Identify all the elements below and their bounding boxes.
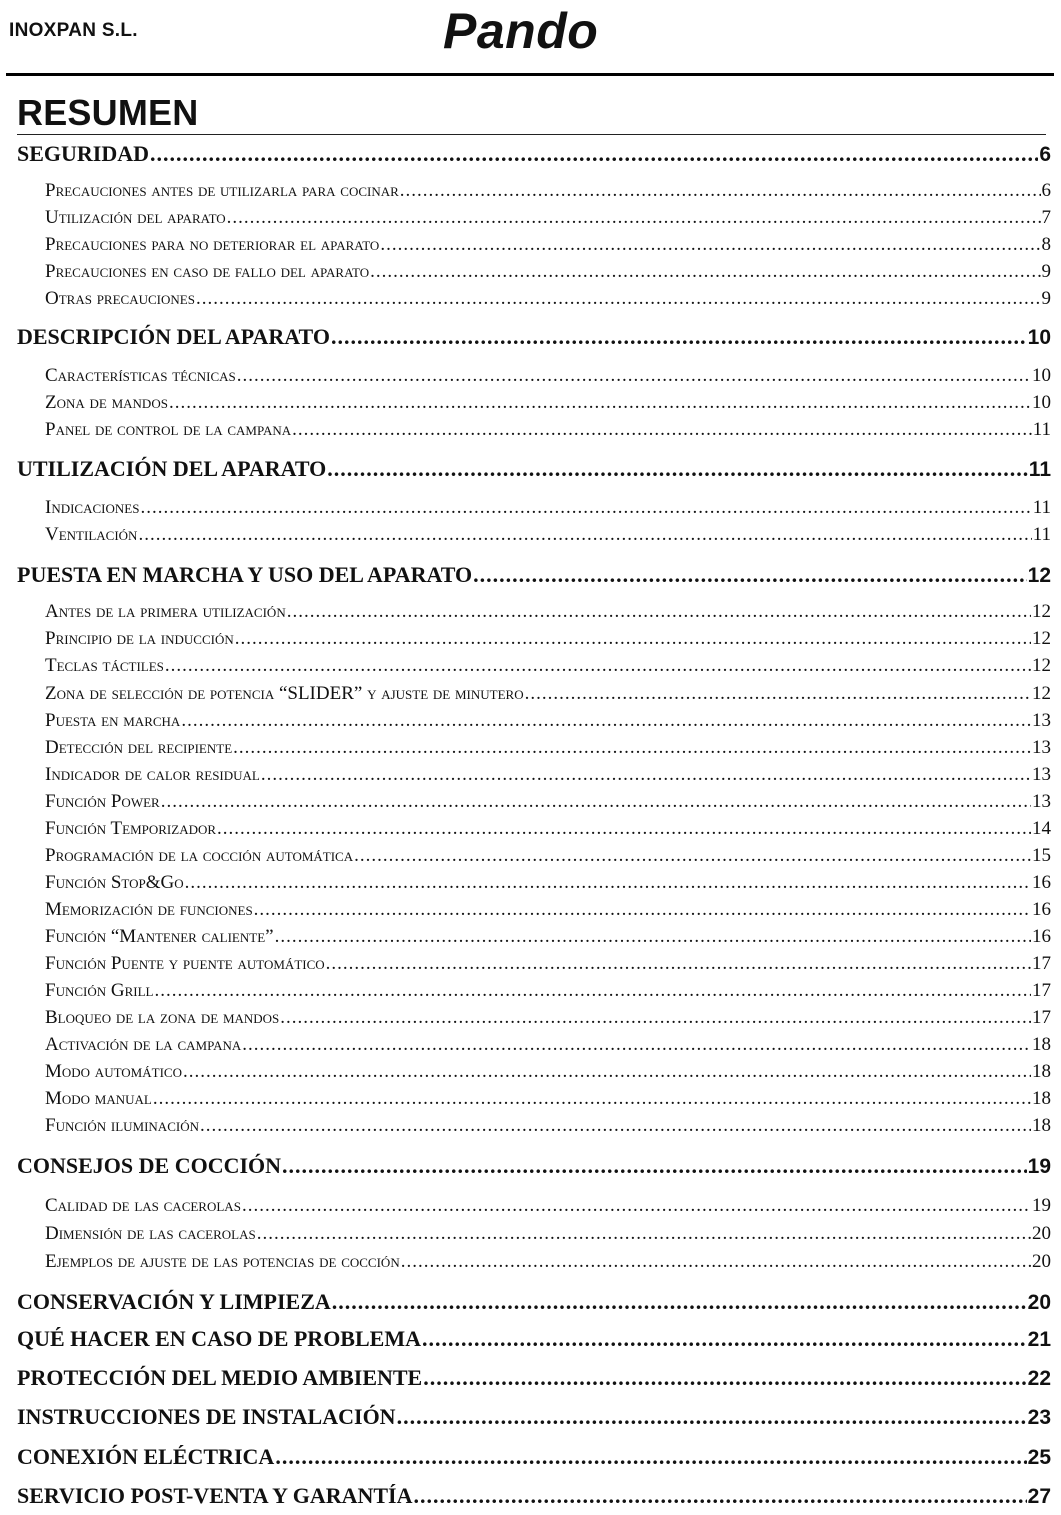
toc-section-entry[interactable] [17,1483,1051,1509]
toc-dot-leader [257,1223,1031,1245]
toc-entry-page-number: 25 [1027,1446,1051,1469]
toc-entry-page-number: 17 [1032,953,1051,974]
toc-entry-label: PUESTA EN MARCHA Y USO DEL APARATO [17,562,473,587]
toc-entry-label: UTILIZACIÓN DEL APARATO [17,456,327,481]
toc-dot-leader [254,899,1031,921]
toc-subsection-entry[interactable] [45,953,1051,975]
toc-entry-label: PROTECCIÓN DEL MEDIO AMBIENTE [17,1365,423,1390]
toc-subsection-entry[interactable] [45,764,1051,786]
toc-entry-label: Antes de la primera utilización [45,601,286,622]
toc-entry-page-number: 12 [1032,601,1051,622]
toc-entry-page-number: 16 [1032,872,1051,893]
toc-entry-label: Calidad de las cacerolas [45,1195,241,1216]
toc-entry-label: Utilización del aparato [45,207,226,228]
toc-subsection-entry[interactable] [45,1195,1051,1217]
toc-dot-leader [401,1251,1031,1273]
title-divider [17,134,1046,135]
toc-entry-label: Bloqueo de la zona de mandos [45,1007,280,1028]
toc-section-entry[interactable] [17,562,1051,588]
toc-entry-page-number: 12 [1032,683,1051,704]
toc-dot-leader [200,1115,1031,1137]
toc-entry-page-number: 20 [1032,1251,1051,1272]
toc-entry-page-number: 18 [1032,1034,1051,1055]
toc-dot-leader [154,980,1031,1002]
toc-entry-page-number: 11 [1032,497,1051,518]
toc-dot-leader [242,1034,1031,1056]
toc-dot-leader [380,234,1040,256]
toc-section-entry[interactable] [17,1444,1051,1470]
toc-entry-page-number: 11 [1032,419,1051,440]
toc-subsection-entry[interactable] [45,818,1051,840]
toc-entry-label: Otras precauciones [45,288,195,309]
toc-entry-page-number: 13 [1032,737,1051,758]
toc-dot-leader [525,683,1031,705]
toc-entry-label: Indicador de calor residual [45,764,260,785]
toc-entry-page-number: 16 [1032,899,1051,920]
toc-subsection-entry[interactable] [45,288,1051,310]
toc-dot-leader [326,953,1031,975]
page-header [0,0,1061,80]
toc-entry-label: Función iluminación [45,1115,199,1136]
toc-dot-leader [181,710,1031,732]
toc-entry-label: Detección del recipiente [45,737,233,758]
toc-dot-leader [169,392,1031,414]
toc-entry-label: Modo manual [45,1088,152,1109]
toc-dot-leader [354,845,1031,867]
toc-dot-leader [275,1444,1026,1470]
toc-subsection-entry[interactable] [45,234,1051,256]
toc-subsection-entry[interactable] [45,261,1051,283]
toc-entry-page-number: 7 [1041,207,1051,228]
toc-dot-leader [282,1153,1027,1179]
toc-entry-label: Puesta en marcha [45,710,181,731]
toc-entry-page-number: 27 [1027,1485,1051,1508]
toc-entry-page-number: 17 [1032,980,1051,1001]
toc-subsection-entry[interactable] [45,926,1051,948]
toc-entry-label: CONEXIÓN ELÉCTRICA [17,1444,275,1469]
toc-entry-page-number: 18 [1032,1061,1051,1082]
toc-dot-leader [196,288,1041,310]
toc-entry-label: Función Puente y puente automático [45,953,325,974]
toc-dot-leader [292,419,1032,441]
toc-entry-label: Indicaciones [45,497,140,518]
toc-subsection-entry[interactable] [45,497,1051,519]
toc-section-entry[interactable] [17,324,1051,350]
toc-section-entry[interactable] [17,456,1051,482]
toc-entry-page-number: 18 [1032,1088,1051,1109]
toc-dot-leader [185,872,1031,894]
toc-section-entry[interactable] [17,141,1051,167]
toc-entry-label: SERVICIO POST-VENTA Y GARANTÍA [17,1483,413,1508]
toc-entry-page-number: 14 [1032,818,1051,839]
toc-entry-label: Zona de mandos [45,392,168,413]
toc-entry-label: Programación de la cocción automática [45,845,354,866]
toc-entry-page-number: 9 [1041,288,1051,309]
toc-entry-page-number: 20 [1032,1223,1051,1244]
toc-entry-page-number: 18 [1032,1115,1051,1136]
toc-section-entry[interactable] [17,1404,1051,1430]
toc-entry-page-number: 10 [1032,392,1051,413]
toc-entry-label: Precauciones para no deteriorar el aparato [45,234,380,255]
toc-subsection-entry[interactable] [45,655,1051,677]
toc-entry-label: Principio de la inducción [45,628,234,649]
toc-dot-leader [261,764,1031,786]
toc-entry-page-number: 10 [1032,365,1051,386]
toc-entry-label: Zona de selección de potencia “SLIDER” y ajuste de minutero [45,683,524,704]
toc-entry-label: Función “Mantener caliente” [45,926,274,947]
toc-dot-leader [227,207,1041,229]
company-name: INOXPAN S.L. [9,20,138,41]
toc-subsection-entry[interactable] [45,683,1051,705]
toc-entry-page-number: 13 [1032,791,1051,812]
toc-entry-page-number: 21 [1027,1328,1051,1351]
toc-dot-leader [217,818,1031,840]
toc-subsection-entry[interactable] [45,365,1051,387]
toc-entry-label: Ventilación [45,524,138,545]
toc-dot-leader [327,456,1028,482]
toc-subsection-entry[interactable] [45,791,1051,813]
toc-subsection-entry[interactable] [45,1251,1051,1273]
toc-entry-label: CONSERVACIÓN Y LIMPIEZA [17,1289,331,1314]
toc-dot-leader [233,737,1031,759]
toc-entry-label: Modo automático [45,1061,182,1082]
toc-subsection-entry[interactable] [45,180,1051,202]
toc-entry-label: INSTRUCCIONES DE INSTALACIÓN [17,1404,396,1429]
toc-subsection-entry[interactable] [45,899,1051,921]
toc-dot-leader [140,497,1031,519]
toc-subsection-entry[interactable] [45,1034,1051,1056]
toc-entry-page-number: 13 [1032,764,1051,785]
toc-entry-label: Función Grill [45,980,154,1001]
toc-dot-leader [235,628,1031,650]
toc-dot-leader [422,1326,1027,1352]
toc-subsection-entry[interactable] [45,207,1051,229]
toc-dot-leader [183,1061,1031,1083]
toc-subsection-entry[interactable] [45,737,1051,759]
toc-dot-leader [400,180,1041,202]
toc-entry-label: Función Power [45,791,160,812]
toc-dot-leader [331,324,1027,350]
toc-dot-leader [275,926,1031,948]
toc-subsection-entry[interactable] [45,710,1051,732]
toc-entry-page-number: 13 [1032,710,1051,731]
toc-entry-label: Ejemplos de ajuste de las potencias de cocción [45,1251,400,1272]
toc-dot-leader [414,1483,1027,1509]
brand-logo: Pando [443,3,599,59]
toc-entry-page-number: 12 [1027,564,1051,587]
toc-entry-page-number: 23 [1027,1406,1051,1429]
toc-dot-leader [150,141,1038,167]
toc-entry-page-number: 15 [1032,845,1051,866]
toc-entry-page-number: 6 [1041,180,1051,201]
toc-section-entry[interactable] [17,1153,1051,1179]
toc-entry-label: Características técnicas [45,365,236,386]
toc-dot-leader [138,524,1031,546]
toc-entry-page-number: 19 [1032,1195,1051,1216]
toc-entry-page-number: 11 [1028,458,1051,481]
toc-dot-leader [332,1289,1027,1315]
toc-entry-page-number: 6 [1039,143,1051,166]
toc-subsection-entry[interactable] [45,1061,1051,1083]
toc-entry-page-number: 19 [1027,1155,1051,1178]
toc-subsection-entry[interactable] [45,628,1051,650]
toc-entry-label: Función Temporizador [45,818,217,839]
toc-entry-page-number: 11 [1032,524,1051,545]
toc-section-entry[interactable] [17,1326,1051,1352]
toc-subsection-entry[interactable] [45,524,1051,546]
toc-dot-leader [287,601,1031,623]
page-title: RESUMEN [17,92,199,133]
toc-entry-label: Memorización de funciones [45,899,253,920]
toc-dot-leader [370,261,1040,283]
toc-subsection-entry[interactable] [45,419,1051,441]
toc-entry-page-number: 22 [1027,1367,1051,1390]
toc-entry-page-number: 10 [1027,326,1051,349]
toc-subsection-entry[interactable] [45,845,1051,867]
toc-subsection-entry[interactable] [45,872,1051,894]
header-divider [6,73,1054,76]
toc-entry-page-number: 12 [1032,655,1051,676]
toc-entry-label: SEGURIDAD [17,141,150,166]
toc-entry-label: Panel de control de la campana [45,419,292,440]
toc-subsection-entry[interactable] [45,1007,1051,1029]
toc-entry-label: Precauciones antes de utilizarla para cocinar [45,180,399,201]
toc-entry-page-number: 17 [1032,1007,1051,1028]
toc-entry-page-number: 12 [1032,628,1051,649]
toc-section-entry[interactable] [17,1289,1051,1315]
toc-entry-label: CONSEJOS DE COCCIÓN [17,1153,282,1178]
toc-entry-page-number: 20 [1027,1291,1051,1314]
toc-subsection-entry[interactable] [45,1088,1051,1110]
toc-entry-label: Dimensión de las cacerolas [45,1223,256,1244]
toc-entry-label: Precauciones en caso de fallo del aparato [45,261,370,282]
toc-dot-leader [165,655,1031,677]
toc-dot-leader [237,365,1031,387]
toc-subsection-entry[interactable] [45,601,1051,623]
toc-entry-label: Teclas táctiles [45,655,164,676]
toc-dot-leader [280,1007,1031,1029]
toc-subsection-entry[interactable] [45,980,1051,1002]
toc-entry-label: QUÉ HACER EN CASO DE PROBLEMA [17,1326,421,1351]
toc-dot-leader [473,562,1027,588]
toc-entry-label: DESCRIPCIÓN DEL APARATO [17,324,330,349]
toc-dot-leader [161,791,1031,813]
toc-entry-label: Activación de la campana [45,1034,242,1055]
toc-entry-page-number: 16 [1032,926,1051,947]
toc-entry-page-number: 8 [1041,234,1051,255]
toc-entry-label: Función Stop&Go [45,872,184,893]
toc-dot-leader [397,1404,1027,1430]
toc-section-entry[interactable] [17,1365,1051,1391]
toc-subsection-entry[interactable] [45,1223,1051,1245]
toc-entry-page-number: 9 [1041,261,1051,282]
toc-dot-leader [242,1195,1031,1217]
toc-dot-leader [153,1088,1031,1110]
toc-subsection-entry[interactable] [45,392,1051,414]
toc-dot-leader [423,1365,1026,1391]
toc-subsection-entry[interactable] [45,1115,1051,1137]
